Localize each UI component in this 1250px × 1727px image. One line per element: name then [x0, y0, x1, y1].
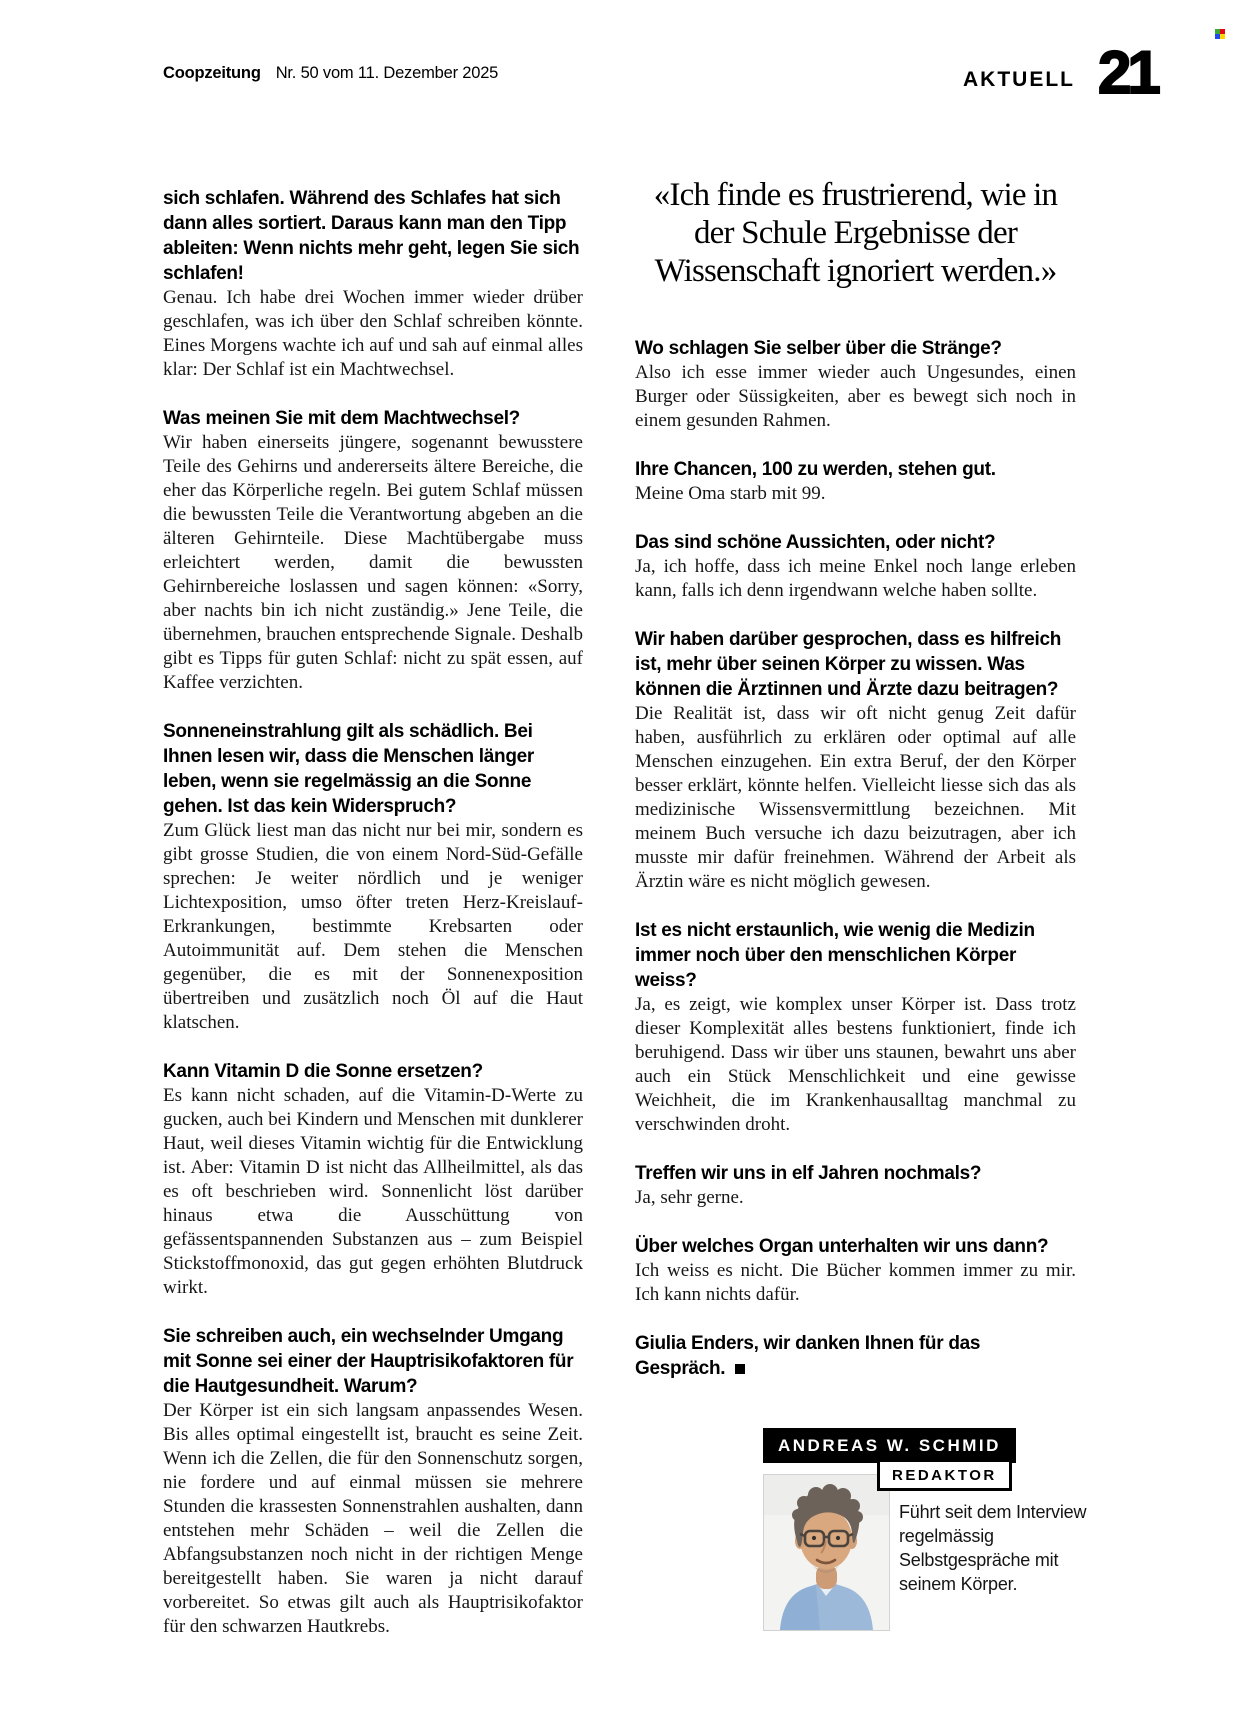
registration-mark-icon: [1215, 29, 1225, 39]
masthead: [163, 64, 498, 83]
qa-block: [635, 1234, 1076, 1307]
interview-question: Über welches Organ unterhalten wir uns dann?: [635, 1236, 1049, 1257]
interview-answer: Ich weiss es nicht. Die Bücher kommen immer zu mir. Ich kann nichts dafür.: [635, 1260, 1076, 1305]
author-role-label: REDAKTOR: [877, 1459, 1012, 1491]
qa-block: [635, 530, 1076, 603]
qa-block: [163, 1059, 583, 1300]
page-number: 21: [1098, 39, 1157, 106]
pull-quote: «Ich finde es frustrierend, wie in der Schule Ergebnisse der Wissenschaft ignoriert werden.»: [653, 177, 1058, 289]
qa-block: [635, 457, 1076, 506]
qa-block: [635, 627, 1076, 894]
interview-answer: Zum Glück liest man das nicht nur bei mir, sondern es gibt grosse Studien, die von einem Nord-Süd-Gefälle sprechen: Je weiter nördlich und je weniger Lichtexposition, umso öfter treten Herz-Kreislauf-Erkrankungen, bestimmte Krebsarten oder Autoimmunität auf. Dem stehen die Menschen gegenüber, die es mit der Sonnenexposition übertreiben und zusätzlich noch Öl auf die Haut klatschen.: [163, 820, 583, 1033]
qa-block: [635, 1161, 1076, 1210]
interview-answer: Der Körper ist ein sich langsam anpassendes Wesen. Bis alles optimal eingestellt ist, braucht es seine Zeit. Wenn ich die Zellen, die für den Sonnenschutz sorgen, nie fordere und auf einmal müssen sie mehrere Stunden die krassesten Sonnenstrahlen aushalten, dann entstehen mehr Schäden – weil die Zellen die Abfangsubstanzen noch nicht in der richtigen Menge bereitgestellt haben. Sie waren ja nicht darauf vorbereitet. So etwas gilt auch als Hauptrisikofaktor für den schwarzen Hautkrebs.: [163, 1400, 583, 1637]
interview-answer: Genau. Ich habe drei Wochen immer wieder drüber geschlafen, was ich über den Schlaf schreiben könnte. Eines Morgens wachte ich auf und sah auf einmal alles klar: Der Schlaf ist ein Machtwechsel.: [163, 287, 583, 380]
brand-name: Coopzeitung: [163, 64, 261, 82]
author-portrait-image: [764, 1475, 889, 1630]
qa-block: [635, 336, 1076, 433]
interview-answer: Ja, sehr gerne.: [635, 1187, 744, 1208]
interview-question: Sie schreiben auch, ein wechselnder Umgang mit Sonne sei einer der Hauptrisikofaktoren für die Hautgesundheit. Warum?: [163, 1326, 574, 1397]
interview-question: Sonneneinstrahlung gilt als schädlich. Bei Ihnen lesen wir, dass die Menschen länger leben, wenn sie regelmässig an die Sonne gehen. Ist das kein Widerspruch?: [163, 721, 534, 817]
interview-answer: Wir haben einerseits jüngere, sogenannt bewusstere Teile des Gehirns und andererseits ältere Bereiche, die eher das Körperliche regeln. Bei gutem Schlaf müssen die bewussten Teile die Verantwortung abgeben an die älteren Gehirnteile. Diese Machtübergabe muss erleichtert werden, damit die bewussten Gehirnbereiche loslassen und sagen können: «Sorry, aber nachts bin ich nicht zuständig.» Jene Teile, die übernehmen, brauchen entsprechende Signale. Deshalb gibt es Tipps für guten Schlaf: nicht zu spät essen, auf Kaffee verzichten.: [163, 432, 583, 693]
interview-question: Wir haben darüber gesprochen, dass es hilfreich ist, mehr über seinen Körper zu wissen. Was können die Ärztinnen und Ärzte dazu beitragen?: [635, 629, 1062, 700]
interview-question: Treffen wir uns in elf Jahren nochmals?: [635, 1163, 982, 1184]
author-name-label: ANDREAS W. SCHMID: [763, 1428, 1016, 1463]
interview-answer: Ja, ich hoffe, dass ich meine Enkel noch lange erleben kann, falls ich denn irgendwann welche haben sollte.: [635, 556, 1076, 601]
interview-answer: Meine Oma starb mit 99.: [635, 483, 826, 504]
qa-block: [163, 1324, 583, 1639]
sign-off: [635, 1331, 985, 1381]
qa-block: [163, 406, 583, 695]
left-column: [163, 186, 583, 1663]
interview-question: Das sind schöne Aussichten, oder nicht?: [635, 532, 996, 553]
interview-question: Kann Vitamin D die Sonne ersetzen?: [163, 1061, 483, 1082]
issue-info: Nr. 50 vom 11. Dezember 2025: [275, 64, 499, 82]
reg-color-square: [1220, 34, 1225, 39]
end-of-article-mark-icon: [735, 1364, 745, 1374]
interview-answer: Es kann nicht schaden, auf die Vitamin-D-Werte zu gucken, auch bei Kindern und Menschen mit dunklerer Haut, weil dieses Vitamin wichtig für die Entwicklung ist. Aber: Vitamin D ist nicht das Allheilmittel, als das es oft beschrieben wird. Sonnenlicht löst darüber hinaus etwa die Ausschüttung von gefässentspannenden Substanzen aus – zum Beispiel Stickstoffmonoxid, das gut gegen erhöhten Blutdruck wirkt.: [163, 1085, 583, 1298]
interview-answer: Ja, es zeigt, wie komplex unser Körper ist. Dass trotz dieser Komplexität alles bestens funktioniert, finde ich beruhigend. Dass wir über uns staunen, bewahrt uns aber auch ein Stück Menschlichkeit und eine gewisse Weichheit, die im Krankenhausalltag manchmal zu verschwinden droht.: [635, 994, 1076, 1135]
qa-block: [163, 186, 583, 382]
qa-block: [635, 918, 1076, 1137]
right-column: [635, 176, 1076, 1381]
sign-off-text: Giulia Enders, wir danken Ihnen für das Gespräch.: [635, 1333, 981, 1379]
interview-question: Ist es nicht erstaunlich, wie wenig die Medizin immer noch über den menschlichen Körper weiss?: [635, 920, 1035, 991]
interview-question: Was meinen Sie mit dem Machtwechsel?: [163, 408, 520, 429]
section-label: AKTUELL: [963, 68, 1075, 91]
interview-question: Ihre Chancen, 100 zu werden, stehen gut.: [635, 459, 996, 480]
interview-question: Wo schlagen Sie selber über die Stränge?: [635, 338, 1002, 359]
qa-block: [163, 719, 583, 1035]
interview-answer: Also ich esse immer wieder auch Ungesundes, einen Burger oder Süssigkeiten, aber es bewegt sich noch in einem gesunden Rahmen.: [635, 362, 1076, 431]
interview-answer: Die Realität ist, dass wir oft nicht genug Zeit dafür haben, ausführlich zu erklären oder optimal auf alle Menschen einzugehen. Ein extra Beruf, der den Körper besser erklärt, könnte helfen. Vielleicht liesse sich das als medizinische Wissensvermittlung bezeichnen. Mit meinem Buch versuche ich dazu beizutragen, aber ich musste mir dafür freinehmen. Während der Arbeit als Ärztin wäre es nicht möglich gewesen.: [635, 703, 1076, 892]
author-photo: [763, 1474, 890, 1631]
author-bio: Führt seit dem Interview regelmässig Selbstgespräche mit seinem Körper.: [899, 1502, 1087, 1594]
right-qa-list: [635, 336, 1076, 1307]
interview-question: sich schlafen. Während des Schlafes hat sich dann alles sortiert. Daraus kann man den Tipp ableiten: Wenn nichts mehr geht, legen Sie sich schlafen!: [163, 188, 580, 284]
